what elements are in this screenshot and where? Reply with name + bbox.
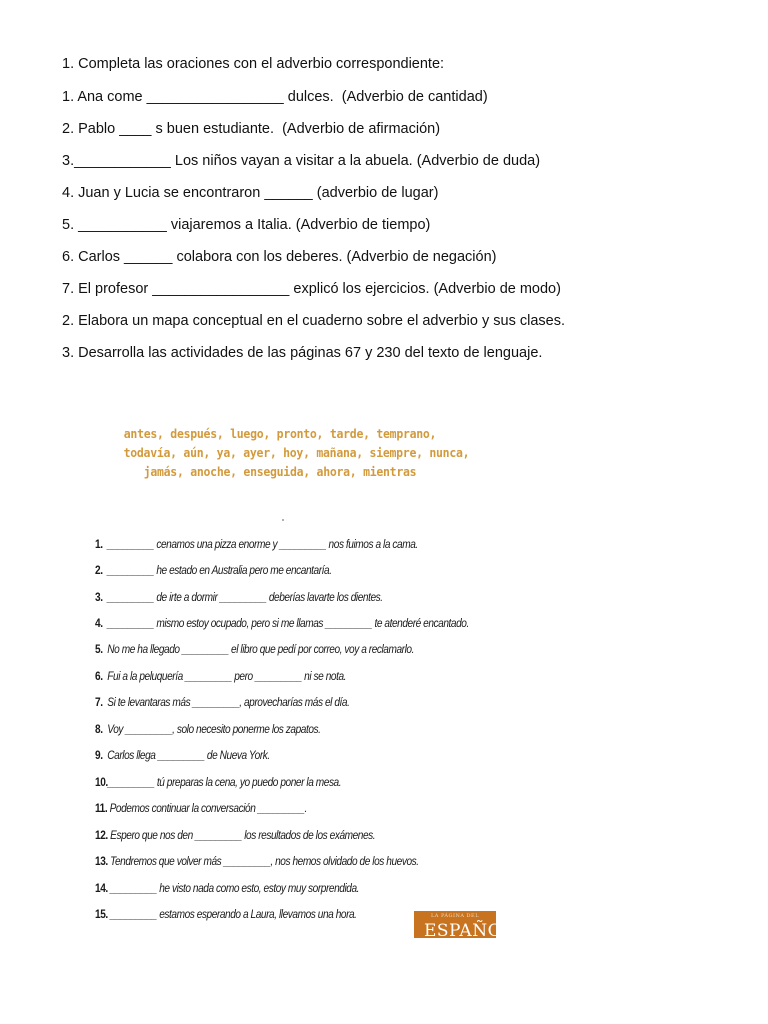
exercise-item: 6. Fui a la peluquería _________ pero _________ ni se nota. xyxy=(95,671,347,683)
exercise-item: 14. _________ he visto nada como esto, estoy muy sorprendida. xyxy=(95,883,360,895)
exercise-item: 11. Podemos continuar la conversación _________. xyxy=(95,803,307,815)
adverb-word-bank xyxy=(123,424,470,481)
stray-dot xyxy=(282,519,284,521)
word-bank-line: todavía, aún, ya, ayer, hoy, mañana, siempre, nunca, xyxy=(123,445,470,460)
exercise-item: 7. Si te levantaras más _________, aprovecharías más el día. xyxy=(95,697,350,709)
sentence-5: 5. ___________ viajaremos a Italia. (Adverbio de tiempo) xyxy=(62,217,431,233)
logo-small-text: LA PÁGINA DEL xyxy=(430,913,480,919)
exercise-item: 13. Tendremos que volver más _________, nos hemos olvidado de los huevos. xyxy=(95,856,419,868)
exercise-item: 4. _________ mismo estoy ocupado, pero si me llamas _________ te atenderé encantado. xyxy=(95,618,469,630)
instruction-title: 1. Completa las oraciones con el adverbio correspondiente: xyxy=(62,56,445,72)
sentence-4: 4. Juan y Lucia se encontraron ______ (adverbio de lugar) xyxy=(62,185,439,201)
word-bank-line: antes, después, luego, pronto, tarde, temprano, xyxy=(123,426,437,441)
task-2: 2. Elabora un mapa conceptual en el cuaderno sobre el adverbio y sus clases. xyxy=(62,313,565,329)
sentence-2: 2. Pablo ____ s buen estudiante. (Adverbio de afirmación) xyxy=(62,121,441,137)
sentence-1: 1. Ana come _________________ dulces. (Adverbio de cantidad) xyxy=(62,89,488,105)
exercise-item: 15. _________ estamos esperando a Laura, llevamos una hora. xyxy=(95,909,357,921)
word-bank-line: jamás, anoche, enseguida, ahora, mientras xyxy=(143,464,417,479)
sentence-7: 7. El profesor _________________ explicó los ejercicios. (Adverbio de modo) xyxy=(62,281,561,297)
exercise-item: 9. Carlos llega _________ de Nueva York. xyxy=(95,750,270,762)
task-3: 3. Desarrolla las actividades de las páginas 67 y 230 del texto de lenguaje. xyxy=(62,345,543,361)
exercise-item: 10._________ tú preparas la cena, yo puedo poner la mesa. xyxy=(95,777,342,789)
exercise-item: 8. Voy _________, solo necesito ponerme los zapatos. xyxy=(95,724,321,736)
exercise-item: 3. _________ de irte a dormir _________ deberías lavarte los dientes. xyxy=(95,592,383,604)
logo-big-text: ESPAÑOL xyxy=(424,921,514,941)
exercise-item: 12. Espero que nos den _________ los resultados de los exámenes. xyxy=(95,830,376,842)
la-pagina-del-espanol-logo xyxy=(414,911,514,941)
exercise-item: 5. No me ha llegado _________ el libro que pedí por correo, voy a reclamarlo. xyxy=(95,644,414,656)
exercise-item: 2. _________ he estado en Australia pero me encantaría. xyxy=(95,565,332,577)
sentence-6: 6. Carlos ______ colabora con los deberes. (Adverbio de negación) xyxy=(62,249,497,265)
sentence-3: 3.____________ Los niños vayan a visitar a la abuela. (Adverbio de duda) xyxy=(62,153,541,169)
exercise-item: 1. _________ cenamos una pizza enorme y _________ nos fuimos a la cama. xyxy=(95,539,418,551)
